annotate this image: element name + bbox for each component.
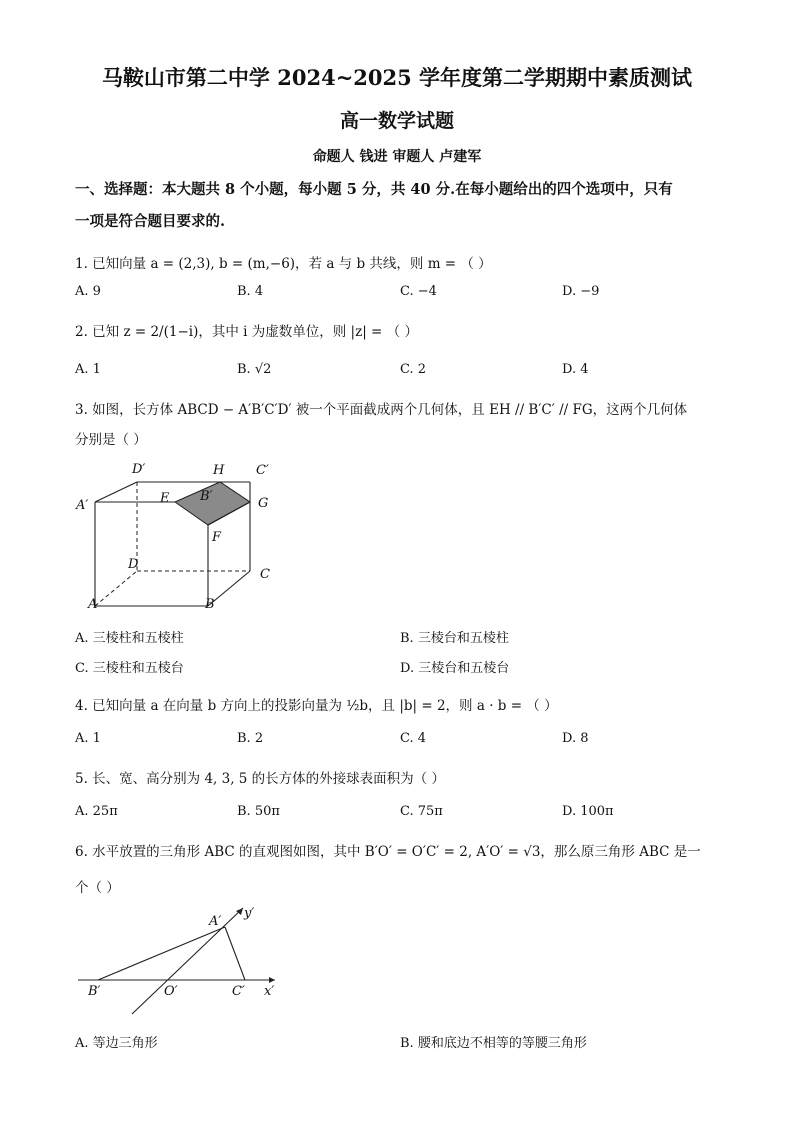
label-d1: D′ — [132, 462, 146, 477]
question-2-option-d[interactable]: D. 4 — [562, 362, 589, 377]
hidden-edge-ad — [95, 571, 137, 606]
exam-authors: 命题人 钱进 审题人 卢建军 — [312, 149, 482, 165]
section-heading-line2: 一项是符合题目要求的. — [75, 213, 226, 230]
question-1-option-d[interactable]: D. −9 — [562, 284, 600, 299]
exam-title: 马鞍山市第二中学 2024~2025 学年度第二学期期中素质测试 — [101, 65, 693, 90]
question-6-option-a[interactable]: A. 等边三角形 — [75, 1036, 158, 1051]
question-2-option-c[interactable]: C. 2 — [400, 362, 427, 377]
label-b: B — [205, 597, 215, 612]
question-2-stem: 2. 已知 z = 2/(1−i)，其中 i 为虚数单位，则 |z| = （ ） — [75, 324, 418, 340]
question-4-option-a[interactable]: A. 1 — [75, 731, 101, 746]
question-3-stem-line1: 3. 如图，长方体 ABCD − A′B′C′D′ 被一个平面截成两个几何体，且 EH // B′C′ // FG，这两个几何体 — [75, 402, 688, 418]
label-c1: C′ — [256, 463, 269, 478]
question-1-option-a[interactable]: A. 9 — [75, 284, 101, 299]
question-5-option-b[interactable]: B. 50π — [237, 804, 280, 819]
triangle-figure — [70, 900, 300, 1020]
question-4-stem: 4. 已知向量 a 在向量 b 方向上的投影向量为 ½b，且 |b| = 2，则 a · b = （ ） — [75, 698, 558, 714]
label-x: x′ — [264, 984, 275, 999]
y-axis — [132, 908, 243, 1014]
question-4-option-c[interactable]: C. 4 — [400, 731, 427, 746]
question-4-option-b[interactable]: B. 2 — [237, 731, 264, 746]
label-d: D — [128, 557, 139, 572]
question-6-option-b[interactable]: B. 腰和底边不相等的等腰三角形 — [400, 1036, 587, 1051]
label-c1: C′ — [232, 984, 245, 999]
edge-a1d1 — [95, 482, 137, 502]
segment-a1c1 — [225, 927, 245, 980]
label-f: F — [212, 530, 222, 545]
question-6-stem-line2: 个（ ） — [75, 880, 120, 896]
label-b1: B′ — [200, 489, 213, 504]
label-a1: A′ — [76, 498, 89, 513]
label-g: G — [258, 496, 269, 511]
question-5-option-c[interactable]: C. 75π — [400, 804, 443, 819]
label-b1: B′ — [88, 984, 101, 999]
label-y: y′ — [244, 906, 255, 921]
label-h: H — [213, 463, 225, 478]
question-6-stem-line1: 6. 水平放置的三角形 ABC 的直观图如图，其中 B′O′ = O′C′ = 2, A′O′ = √3，那么原三角形 ABC 是一 — [75, 844, 701, 860]
question-4-option-d[interactable]: D. 8 — [562, 731, 589, 746]
cuboid-figure — [70, 455, 290, 615]
label-c: C — [260, 567, 270, 582]
segment-b1a1 — [98, 927, 225, 980]
question-3-option-b[interactable]: B. 三棱台和五棱柱 — [400, 631, 509, 646]
question-3-option-c[interactable]: C. 三棱柱和五棱台 — [75, 661, 184, 676]
label-o1: O′ — [164, 984, 178, 999]
question-3-stem-line2: 分别是（ ） — [75, 432, 147, 448]
section-heading-line1: 一、选择题：本大题共 8 个小题，每小题 5 分，共 40 分.在每小题给出的四个选项中，只有 — [75, 181, 673, 198]
question-1-stem: 1. 已知向量 a = (2,3), b = (m,−6)，若 a 与 b 共线，则 m = （ ） — [75, 256, 492, 272]
question-5-stem: 5. 长、宽、高分别为 4, 3, 5 的长方体的外接球表面积为（ ） — [75, 771, 445, 787]
label-e: E — [160, 491, 170, 506]
question-3-option-a[interactable]: A. 三棱柱和五棱柱 — [75, 631, 184, 646]
x-axis-arrow — [269, 977, 275, 983]
question-5-option-d[interactable]: D. 100π — [562, 804, 614, 819]
question-1-option-c[interactable]: C. −4 — [400, 284, 437, 299]
question-2-option-b[interactable]: B. √2 — [237, 362, 272, 377]
question-1-option-b[interactable]: B. 4 — [237, 284, 264, 299]
question-5-option-a[interactable]: A. 25π — [75, 804, 118, 819]
question-3-option-d[interactable]: D. 三棱台和五棱台 — [400, 661, 510, 676]
question-2-option-a[interactable]: A. 1 — [75, 362, 101, 377]
label-a: A — [88, 597, 98, 612]
label-a1: A′ — [209, 914, 222, 929]
exam-subtitle: 高一数学试题 — [339, 110, 454, 132]
